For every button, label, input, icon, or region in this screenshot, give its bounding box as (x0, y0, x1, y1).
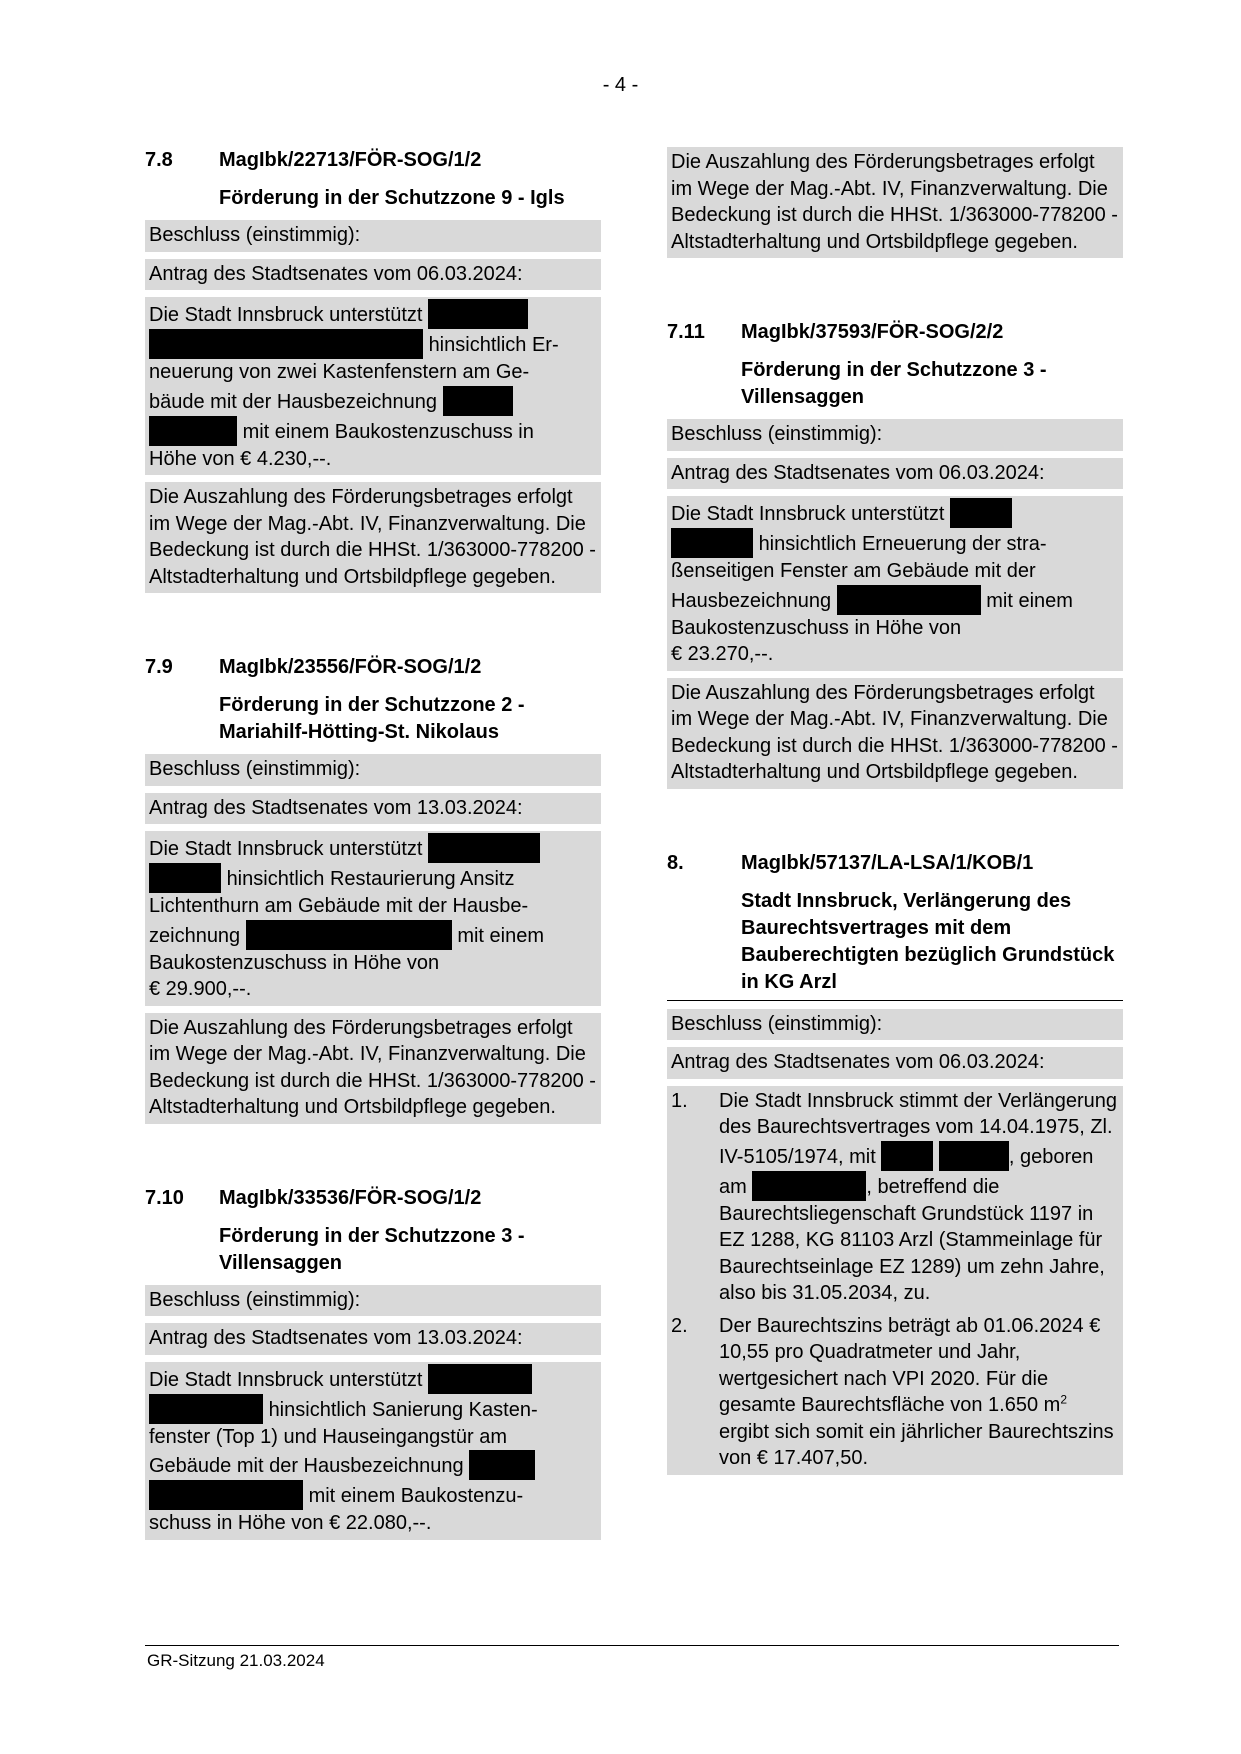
section-heading (145, 1185, 601, 1212)
text-fragment: Baukostenzuschuss in Höhe von (671, 616, 962, 639)
antrag-label: Antrag des Stadtsenates vom 06.03.2024: (145, 259, 601, 291)
section-heading (145, 147, 601, 174)
footer-text: GR-Sitzung 21.03.2024 (147, 1651, 325, 1670)
beschluss-label: Beschluss (einstimmig): (145, 220, 601, 252)
text-fragment: Baukostenzuschuss in Höhe von (149, 951, 440, 974)
list-item-number: 2. (671, 1314, 688, 1337)
section-heading (145, 654, 601, 681)
section-code: MagIbk/33536/FÖR-SOG/1/2 (219, 1186, 482, 1209)
text-fragment: Die Stadt Innsbruck unterstützt (149, 838, 423, 860)
text-fragment: mit einem (986, 589, 1073, 612)
text-fragment: mit einem Baukostenzu- (308, 1485, 524, 1507)
section-title: Förderung in der Schutzzone 2 - Mariahilf-Hötting-St. Nikolaus (219, 694, 525, 743)
text-fragment: Die Stadt Innsbruck stimmt der Verlängerung des Baurechtsvertrages vom 14.04.1975, Zl. IV-5105/1974, mit (719, 1089, 1117, 1168)
text-fragment: zeichnung (149, 924, 241, 947)
text-fragment: bäude mit der Hausbezeichnung (149, 390, 437, 413)
redaction-block (939, 1141, 1009, 1171)
section-7-11 (667, 319, 1123, 789)
text-fragment: hinsichtlich Erneuerung der stra- (758, 533, 1047, 555)
text-fragment: hinsichtlich Sanierung Kasten- (268, 1398, 538, 1421)
section-7-8 (145, 147, 601, 593)
section-title: Förderung in der Schutzzone 9 - Igls (219, 187, 565, 209)
section-7-10 (145, 1185, 601, 1540)
antrag-label: Antrag des Stadtsenates vom 13.03.2024: (145, 1323, 601, 1355)
list-item-text (719, 1088, 1119, 1307)
text-fragment: Hausbezeichnung (671, 589, 832, 612)
section-heading (667, 850, 1123, 877)
section-number: 8. (667, 851, 684, 874)
antrag-label: Antrag des Stadtsenates vom 13.03.2024: (145, 793, 601, 825)
section-title: Stadt Innsbruck, Verlängerung des Baurechtsvertrages mit dem Bauberechtigten bezüglich Grundstück in KG Arzl (741, 889, 1115, 993)
text-fragment: neuerung von zwei Kastenfenstern am Ge- (149, 361, 530, 383)
text-fragment: Die Stadt Innsbruck unterstützt (149, 1368, 423, 1391)
redaction-block (149, 416, 237, 446)
text-fragment: ßenseitigen Fenster am Gebäude mit der (671, 560, 1036, 582)
list-item (671, 1313, 1119, 1472)
section-8 (667, 850, 1123, 1475)
redaction-block (149, 329, 423, 359)
section-code: MagIbk/37593/FÖR-SOG/2/2 (741, 321, 1004, 343)
text-fragment: fenster (Top 1) und Hauseingangstür am (149, 1425, 507, 1448)
redaction-block (246, 920, 452, 950)
auszahlung-text: Die Auszahlung des Förderungsbetrages erfolgt im Wege der Mag.-Abt. IV, Finanzverwaltung. Die Bedeckung ist durch die HHSt. 1/363000-778200 - Altstadterhaltung und Ortsbildpflege gegeben. (145, 482, 601, 593)
auszahlung-text: Die Auszahlung des Förderungsbetrages erfolgt im Wege der Mag.-Abt. IV, Finanzverwaltung. Die Bedeckung ist durch die HHSt. 1/363000-778200 - Altstadterhaltung und Ortsbildpflege gegeben. (145, 1013, 601, 1124)
section-7-9 (145, 654, 601, 1124)
text-fragment: , geboren am (719, 1145, 1094, 1198)
redaction-block (443, 386, 513, 416)
redaction-block (149, 1394, 263, 1424)
decision-text (145, 1362, 601, 1540)
text-fragment: schuss in Höhe von € 22.080,--. (149, 1512, 432, 1534)
antrag-label: Antrag des Stadtsenates vom 06.03.2024: (667, 1047, 1123, 1079)
text-fragment: Gebäude mit der Hausbezeichnung (149, 1455, 464, 1477)
decision-text (145, 297, 601, 475)
beschluss-label: Beschluss (einstimmig): (667, 419, 1123, 451)
section-code: MagIbk/22713/FÖR-SOG/1/2 (219, 149, 482, 171)
text-fragment: hinsichtlich Restaurierung Ansitz (226, 868, 515, 890)
redaction-block (671, 528, 753, 558)
list-item (671, 1088, 1119, 1307)
beschluss-label: Beschluss (einstimmig): (667, 1009, 1123, 1041)
redaction-block (469, 1450, 535, 1480)
section-code: MagIbk/23556/FÖR-SOG/1/2 (219, 656, 482, 678)
decision-text (667, 496, 1123, 671)
auszahlung-text-7-10: Die Auszahlung des Förderungsbetrages erfolgt im Wege der Mag.-Abt. IV, Finanzverwaltung. Die Bedeckung ist durch die HHSt. 1/363000-778200 - Altstadterhaltung und Ortsbildpflege gegeben. (667, 147, 1123, 258)
redaction-block (428, 833, 540, 863)
section-number: 7.9 (145, 656, 173, 678)
decision-text (145, 831, 601, 1006)
list-item-text (719, 1313, 1119, 1472)
left-column (145, 147, 601, 1540)
auszahlung-text: Die Auszahlung des Förderungsbetrages erfolgt im Wege der Mag.-Abt. IV, Finanzverwaltung. Die Bedeckung ist durch die HHSt. 1/363000-778200 - Altstadterhaltung und Ortsbildpflege gegeben. (667, 678, 1123, 789)
text-fragment: Die Stadt Innsbruck unterstützt (149, 304, 423, 326)
redaction-block (428, 1364, 532, 1394)
text-fragment: Der Baurechtszins beträgt ab 01.06.2024 € 10,55 pro Quadratmeter und Jahr, wertgesichert nach VPI 2020. Für die gesamte Baurechtsfläche von 1.650 m (719, 1314, 1101, 1416)
text-fragment: , betreffend die Baurechtsliegenschaft Grundstück 1197 in EZ 1288, KG 81103 Arzl (Stammeinlage für Baurechtseinlage EZ 1289) um zehn Jahre, also bis 31.05.2034, zu. (719, 1175, 1105, 1304)
redaction-block (149, 1480, 303, 1510)
text-fragment: Lichtenthurn am Gebäude mit der Hausbe- (149, 895, 529, 917)
superscript: 2 (1060, 1392, 1067, 1407)
section-heading (667, 319, 1123, 346)
antrag-label: Antrag des Stadtsenates vom 06.03.2024: (667, 458, 1123, 490)
redaction-block (881, 1141, 933, 1171)
section-number: 7.8 (145, 149, 173, 171)
text-fragment: mit einem Baukostenzuschuss in (242, 420, 534, 443)
right-column (667, 147, 1123, 1475)
text-fragment: mit einem (457, 924, 545, 947)
numbered-items (667, 1086, 1123, 1475)
list-item-number: 1. (671, 1089, 688, 1112)
page-number: - 4 - (602, 74, 639, 96)
section-code: MagIbk/57137/LA-LSA/1/KOB/1 (741, 851, 1034, 874)
section-title: Förderung in der Schutzzone 3 - Villensaggen (219, 1224, 525, 1274)
redaction-block (752, 1171, 866, 1201)
text-fragment: € 23.270,--. (671, 643, 774, 665)
text-fragment: Die Stadt Innsbruck unterstützt (671, 503, 945, 525)
beschluss-label: Beschluss (einstimmig): (145, 1285, 601, 1317)
text-fragment: € 29.900,--. (149, 978, 252, 1000)
section-title: Förderung in der Schutzzone 3 - Villensaggen (741, 359, 1047, 408)
redaction-block (428, 299, 528, 329)
section-number: 7.10 (145, 1186, 184, 1209)
text-fragment: Höhe von € 4.230,--. (149, 447, 332, 470)
section-number: 7.11 (667, 321, 705, 343)
text-fragment: hinsichtlich Er- (428, 334, 559, 356)
footer-divider (145, 1645, 1119, 1646)
redaction-block (950, 498, 1012, 528)
redaction-block (837, 585, 981, 615)
redaction-block (149, 863, 221, 893)
text-fragment: ergibt sich somit ein jährlicher Baurechtszins von € 17.407,50. (719, 1420, 1114, 1469)
section-divider (667, 1000, 1123, 1001)
beschluss-label: Beschluss (einstimmig): (145, 754, 601, 786)
